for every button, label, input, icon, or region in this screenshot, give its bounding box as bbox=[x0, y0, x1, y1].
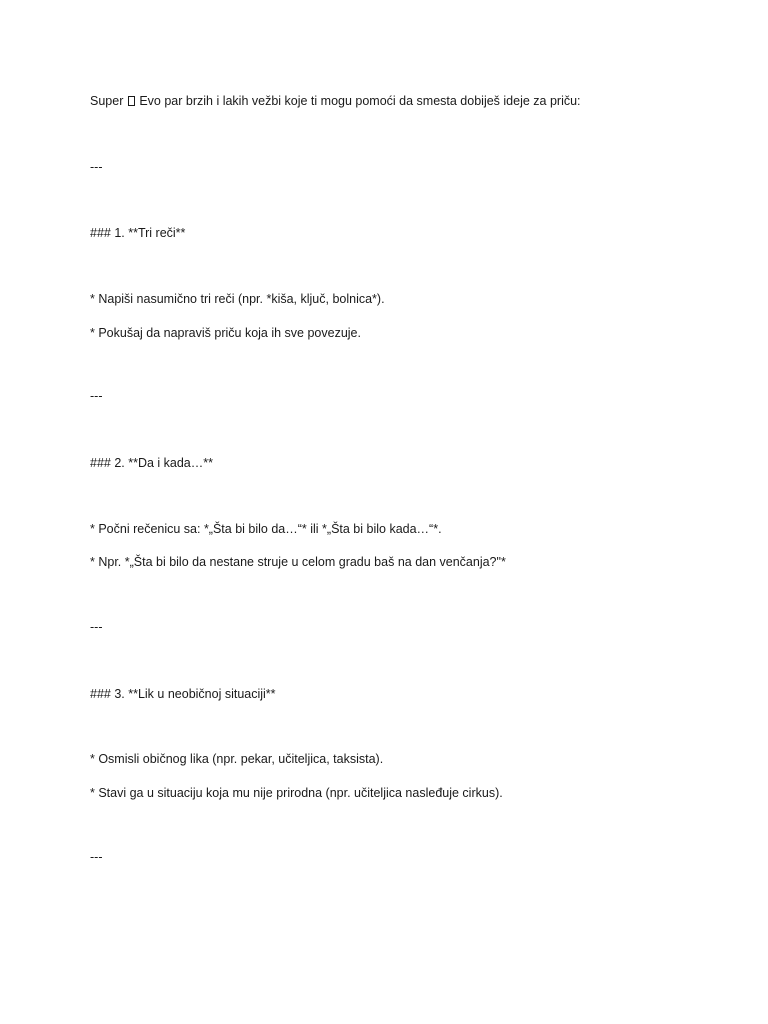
section-3-heading: ### 3. **Lik u neobičnoj situaciji** bbox=[90, 687, 276, 701]
section-2-heading: ### 2. **Da i kada…** bbox=[90, 456, 213, 470]
section-2-bullet-1: * Počni rečenicu sa: *„Šta bi bilo da…“* ili *„Šta bi bilo kada…“*. bbox=[90, 522, 442, 536]
intro-text-start: Super bbox=[90, 94, 124, 108]
separator-2: --- bbox=[90, 389, 103, 403]
section-3-bullet-2: * Stavi ga u situaciju koja mu nije prirodna (npr. učiteljica nasleđuje cirkus). bbox=[90, 786, 503, 800]
section-1-heading: ### 1. **Tri reči** bbox=[90, 226, 186, 240]
intro-text-end: Evo par brzih i lakih vežbi koje ti mogu pomoći da smesta dobiješ ideje za priču: bbox=[139, 94, 581, 108]
separator-1: --- bbox=[90, 160, 103, 174]
intro-line bbox=[90, 93, 581, 109]
section-1-bullet-2: * Pokušaj da napraviš priču koja ih sve povezuje. bbox=[90, 326, 361, 340]
separator-3: --- bbox=[90, 620, 103, 634]
missing-glyph-icon bbox=[128, 96, 135, 106]
section-1-bullet-1: * Napiši nasumično tri reči (npr. *kiša, ključ, bolnica*). bbox=[90, 292, 385, 306]
section-2-bullet-2: * Npr. *„Šta bi bilo da nestane struje u celom gradu baš na dan venčanja?"* bbox=[90, 555, 506, 569]
separator-4: --- bbox=[90, 850, 103, 864]
section-3-bullet-1: * Osmisli običnog lika (npr. pekar, učiteljica, taksista). bbox=[90, 752, 384, 766]
